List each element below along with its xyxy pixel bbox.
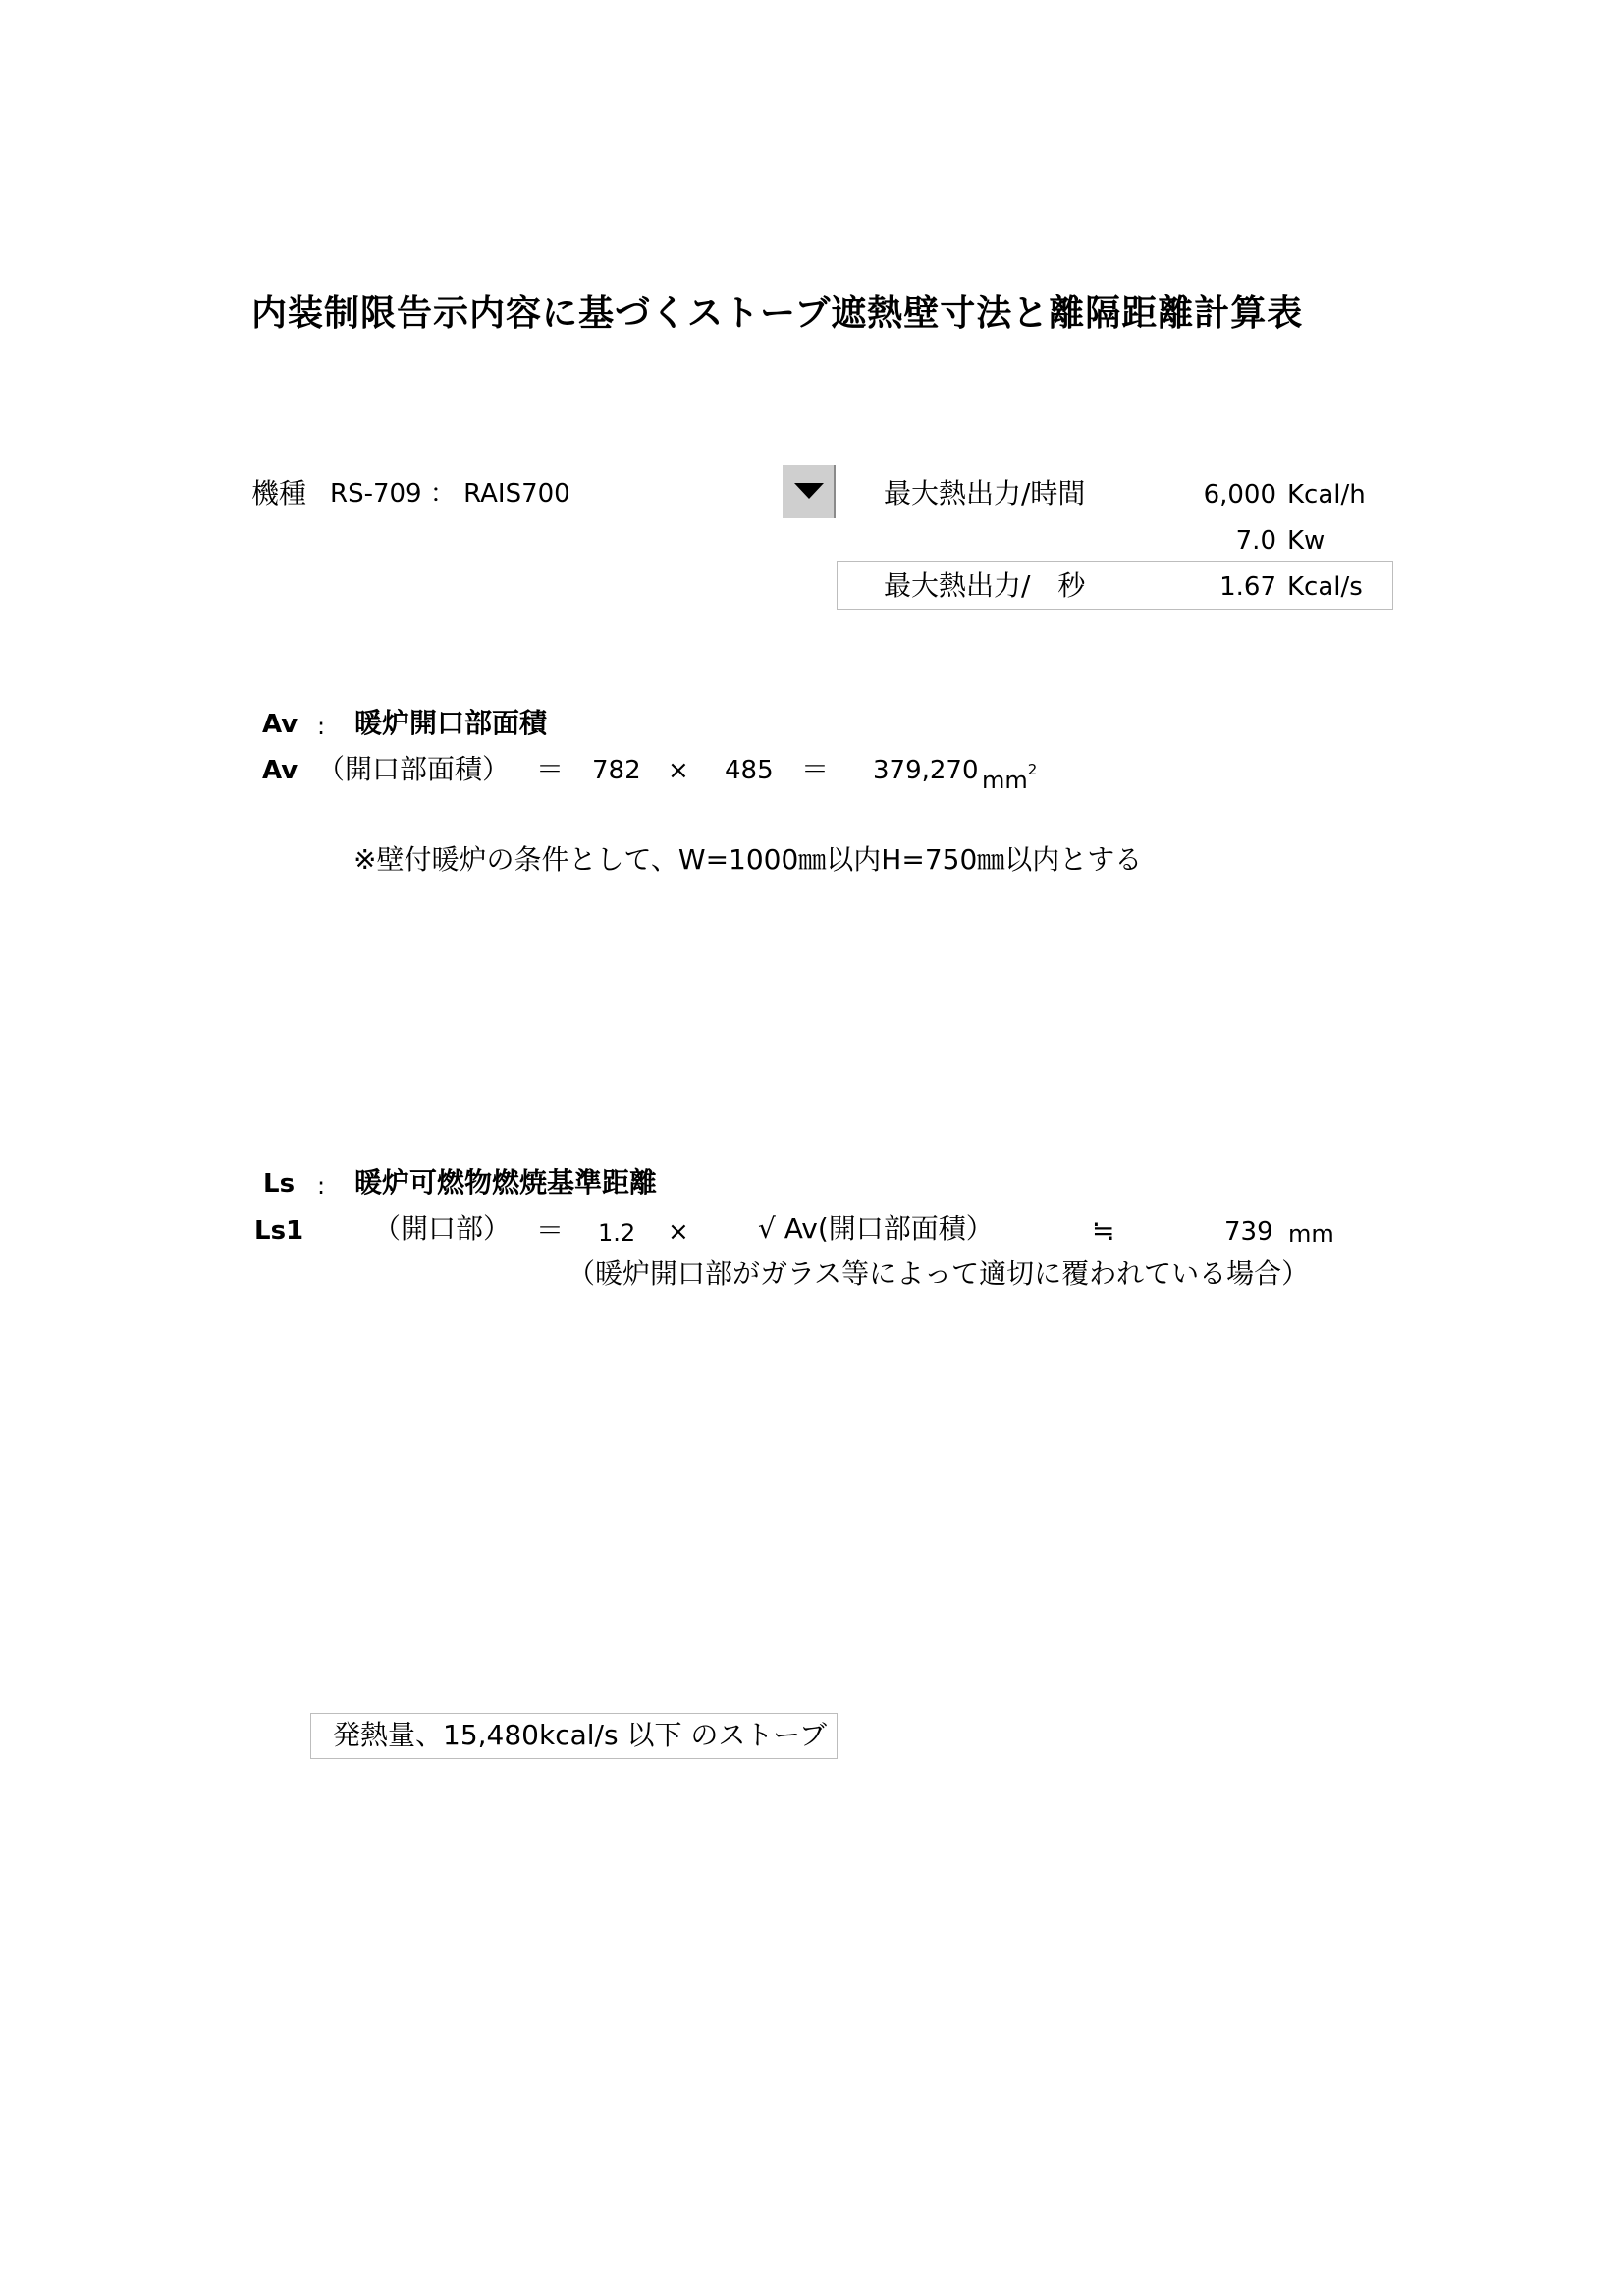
ls-formula-label: （開口部） xyxy=(373,1212,512,1245)
ls-equals: ＝ xyxy=(536,1214,565,1247)
max-heat-sec-value: 1.67 xyxy=(1219,572,1276,602)
model-dropdown-button[interactable] xyxy=(783,465,836,518)
ls-symbol: Ls xyxy=(263,1169,296,1199)
ls-result-value: 739 xyxy=(1224,1217,1273,1247)
max-heat-hour-unit: Kcal/h xyxy=(1287,480,1366,509)
max-heat-sec-label: 最大熱出力/ 秒 xyxy=(884,569,1086,602)
max-heat-sec-unit: Kcal/s xyxy=(1287,572,1363,602)
ls-sqrt-term: √ Av(開口部面積） xyxy=(758,1212,994,1245)
model-label: 機種 xyxy=(251,477,307,509)
av-formula-symbol: Av xyxy=(262,756,298,785)
av-equals-2: ＝ xyxy=(801,753,830,785)
chevron-down-icon xyxy=(794,481,824,501)
heat-limit-text: 発熱量、15,480kcal/s 以下 のストーブ xyxy=(333,1719,827,1751)
av-result-value: 379,270 xyxy=(873,756,979,785)
av-result-unit: $mm^2$ xyxy=(982,761,1038,794)
ls-coefficient: 1.2 xyxy=(598,1219,636,1247)
av-heading: 暖炉開口部面積 xyxy=(354,707,548,739)
model-value[interactable]: RS-709 ： RAIS700 xyxy=(330,479,570,508)
ls-note: （暖炉開口部がガラス等によって適切に覆われている場合） xyxy=(568,1257,1310,1290)
av-height-value: 485 xyxy=(725,756,774,785)
max-heat-hour-value: 6,000 xyxy=(1203,480,1276,509)
av-equals-1: ＝ xyxy=(536,753,565,785)
ls-approx-sign: ≒ xyxy=(1092,1214,1115,1247)
av-note: ※壁付暖炉の条件として、W=1000㎜以内H=750㎜以内とする xyxy=(353,843,1143,876)
ls-times: × xyxy=(668,1217,689,1247)
max-heat-kw-unit: Kw xyxy=(1287,526,1325,556)
av-times: × xyxy=(668,756,689,785)
av-symbol: Av xyxy=(262,710,298,739)
ls-colon: : xyxy=(317,1172,326,1200)
av-colon: : xyxy=(317,713,326,740)
ls-result-unit: mm xyxy=(1288,1220,1334,1248)
ls-heading: 暖炉可燃物燃焼基準距離 xyxy=(354,1166,658,1199)
av-width-value: 782 xyxy=(592,756,641,785)
page-title: 内装制限告示内容に基づくストーブ遮熱壁寸法と離隔距離計算表 xyxy=(251,294,1304,334)
av-formula-label: （開口部面積） xyxy=(317,753,511,785)
ls-formula-symbol: Ls1 xyxy=(254,1216,304,1246)
max-heat-hour-label: 最大熱出力/時間 xyxy=(884,477,1086,509)
av-unit-exponent: 2 xyxy=(1027,761,1038,778)
max-heat-kw-value: 7.0 xyxy=(1235,526,1276,556)
